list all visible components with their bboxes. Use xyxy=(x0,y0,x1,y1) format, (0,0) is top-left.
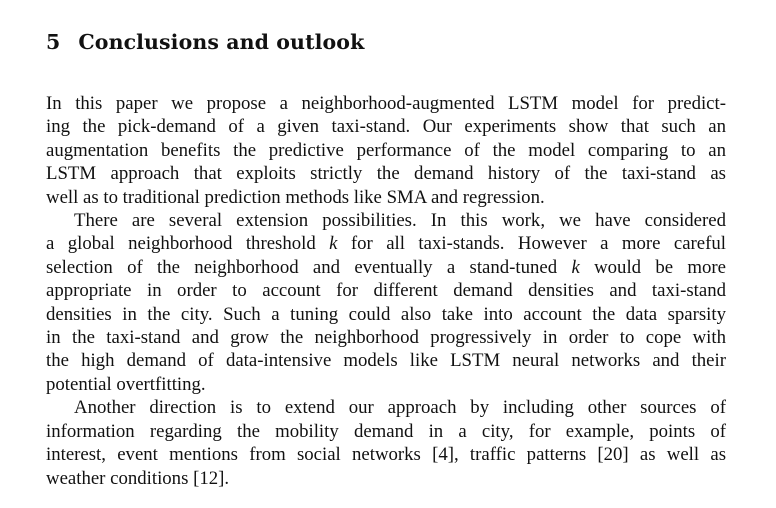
text-line: ing the pick-demand of a given taxi-stand. Our experiments show that such an xyxy=(46,116,726,138)
text-line: There are several extension possibilities. In this work, we have considered xyxy=(74,210,726,232)
text-segment: selection of the neighborhood and eventually a stand-tuned xyxy=(46,256,572,278)
text-line: weather conditions [12]. xyxy=(46,467,230,489)
text-line: information regarding the mobility demand in a city, for example, points of xyxy=(46,420,726,442)
section-body xyxy=(46,92,726,490)
text-line xyxy=(46,232,726,255)
math-variable-k: k xyxy=(329,233,338,255)
text-line: LSTM approach that exploits strictly the demand history of the taxi-stand as xyxy=(46,163,726,185)
text-line: appropriate in order to account for different demand densities and taxi-stand xyxy=(46,280,726,302)
text-segment: would be more xyxy=(579,256,726,278)
text-line: densities in the city. Such a tuning could also take into account the data sparsity xyxy=(46,303,726,325)
text-line: the high demand of data-intensive models like LSTM neural networks and their xyxy=(46,350,726,372)
text-line: potential overtfitting. xyxy=(46,373,206,395)
paragraph-1 xyxy=(46,92,726,209)
text-segment: a global neighborhood threshold xyxy=(46,233,330,255)
section-title: Conclusions and outlook xyxy=(78,30,365,54)
text-line: In this paper we propose a neighborhood-augmented LSTM model for predict- xyxy=(46,93,726,114)
text-segment: for all taxi-stands. However a more careful xyxy=(337,233,726,255)
math-variable-k: k xyxy=(571,256,580,278)
text-line: augmentation benefits the predictive performance of the model comparing to an xyxy=(46,139,726,161)
section-heading xyxy=(46,28,726,56)
text-line: in the taxi-stand and grow the neighborhood progressively in order to cope with xyxy=(46,327,726,349)
text-line: Another direction is to extend our approach by including other sources of xyxy=(74,397,726,419)
text-line xyxy=(46,256,726,279)
text-line: well as to traditional prediction methods like SMA and regression. xyxy=(46,186,545,208)
paragraph-3 xyxy=(46,396,726,490)
section-header xyxy=(46,28,726,56)
paragraph-2 xyxy=(46,209,726,396)
section-number: 5 xyxy=(46,30,61,54)
text-line: interest, event mentions from social networks [4], traffic patterns [20] as well as xyxy=(46,444,726,466)
